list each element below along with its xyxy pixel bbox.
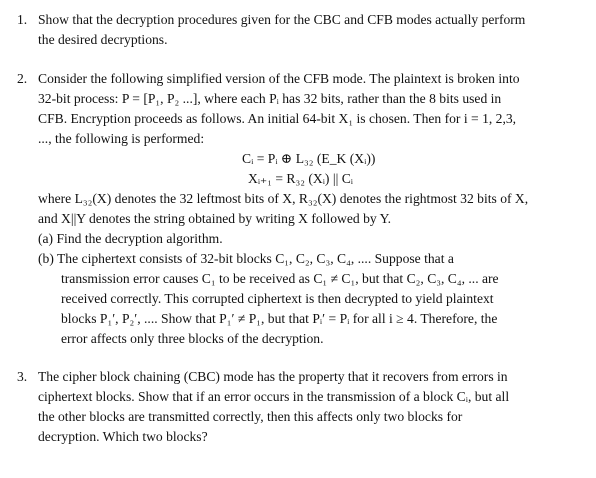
part-b-line-1: (b) The ciphertext consists of 32-bit blocks C₁, C₂, C₃, C₄, .... Suppose that a xyxy=(38,251,454,266)
formula-shift-register: Xᵢ₊₁ = R₃₂ (Xᵢ) || Cᵢ xyxy=(248,171,353,186)
part-a: (a) Find the decryption algorithm. xyxy=(38,231,223,246)
question-3-line-1: The cipher block chaining (CBC) mode has the property that it recovers from errors in xyxy=(38,369,508,384)
question-3-line-4: decryption. Which two blocks? xyxy=(38,429,208,444)
part-b-line-4: blocks P₁′, P₂′, .... Show that P₁′ ≠ P₁, but that Pᵢ′ = Pᵢ for all i ≥ 4. Therefore, the xyxy=(61,311,498,326)
formula-ciphertext: Cᵢ = Pᵢ ⊕ L₃₂ (E_K (Xᵢ)) xyxy=(242,151,376,166)
question-3-line-2: ciphertext blocks. Show that if an error occurs in the transmission of a block Cᵢ, but all xyxy=(38,389,510,404)
question-3-line-3: the other blocks are transmitted correctly, then this affects only two blocks for xyxy=(38,409,463,424)
question-2-line-4: ..., the following is performed: xyxy=(38,131,205,146)
question-1-number: 1. xyxy=(17,12,28,27)
question-3-number: 3. xyxy=(17,369,28,384)
part-b-line-3: received correctly. This corrupted ciphertext is then decrypted to yield plaintext xyxy=(61,291,494,306)
question-2-line-3: CFB. Encryption proceeds as follows. An initial 64-bit X₁ is chosen. Then for i = 1, 2,3, xyxy=(38,111,517,126)
part-b-line-5: error affects only three blocks of the decryption. xyxy=(61,331,324,346)
question-2-after-line-2: and X||Y denotes the string obtained by writing X followed by Y. xyxy=(38,211,392,226)
question-2-line-2: 32-bit process: P = [P₁, P₂ ...], where each Pᵢ has 32 bits, rather than the 8 bits used in xyxy=(38,91,502,106)
question-1-line-1: Show that the decryption procedures given for the CBC and CFB modes actually perform xyxy=(38,12,526,27)
question-2-number: 2. xyxy=(17,71,28,86)
question-2-after-line-1: where L₃₂(X) denotes the 32 leftmost bits of X, R₃₂(X) denotes the rightmost 32 bits of X, xyxy=(38,191,529,206)
part-b-line-2: transmission error causes C₁ to be received as C₁ ≠ C₁, but that C₂, C₃, C₄, ... are xyxy=(61,271,499,286)
question-1-line-2: the desired decryptions. xyxy=(38,32,168,47)
question-2-line-1: Consider the following simplified version of the CFB mode. The plaintext is broken into xyxy=(38,71,520,86)
